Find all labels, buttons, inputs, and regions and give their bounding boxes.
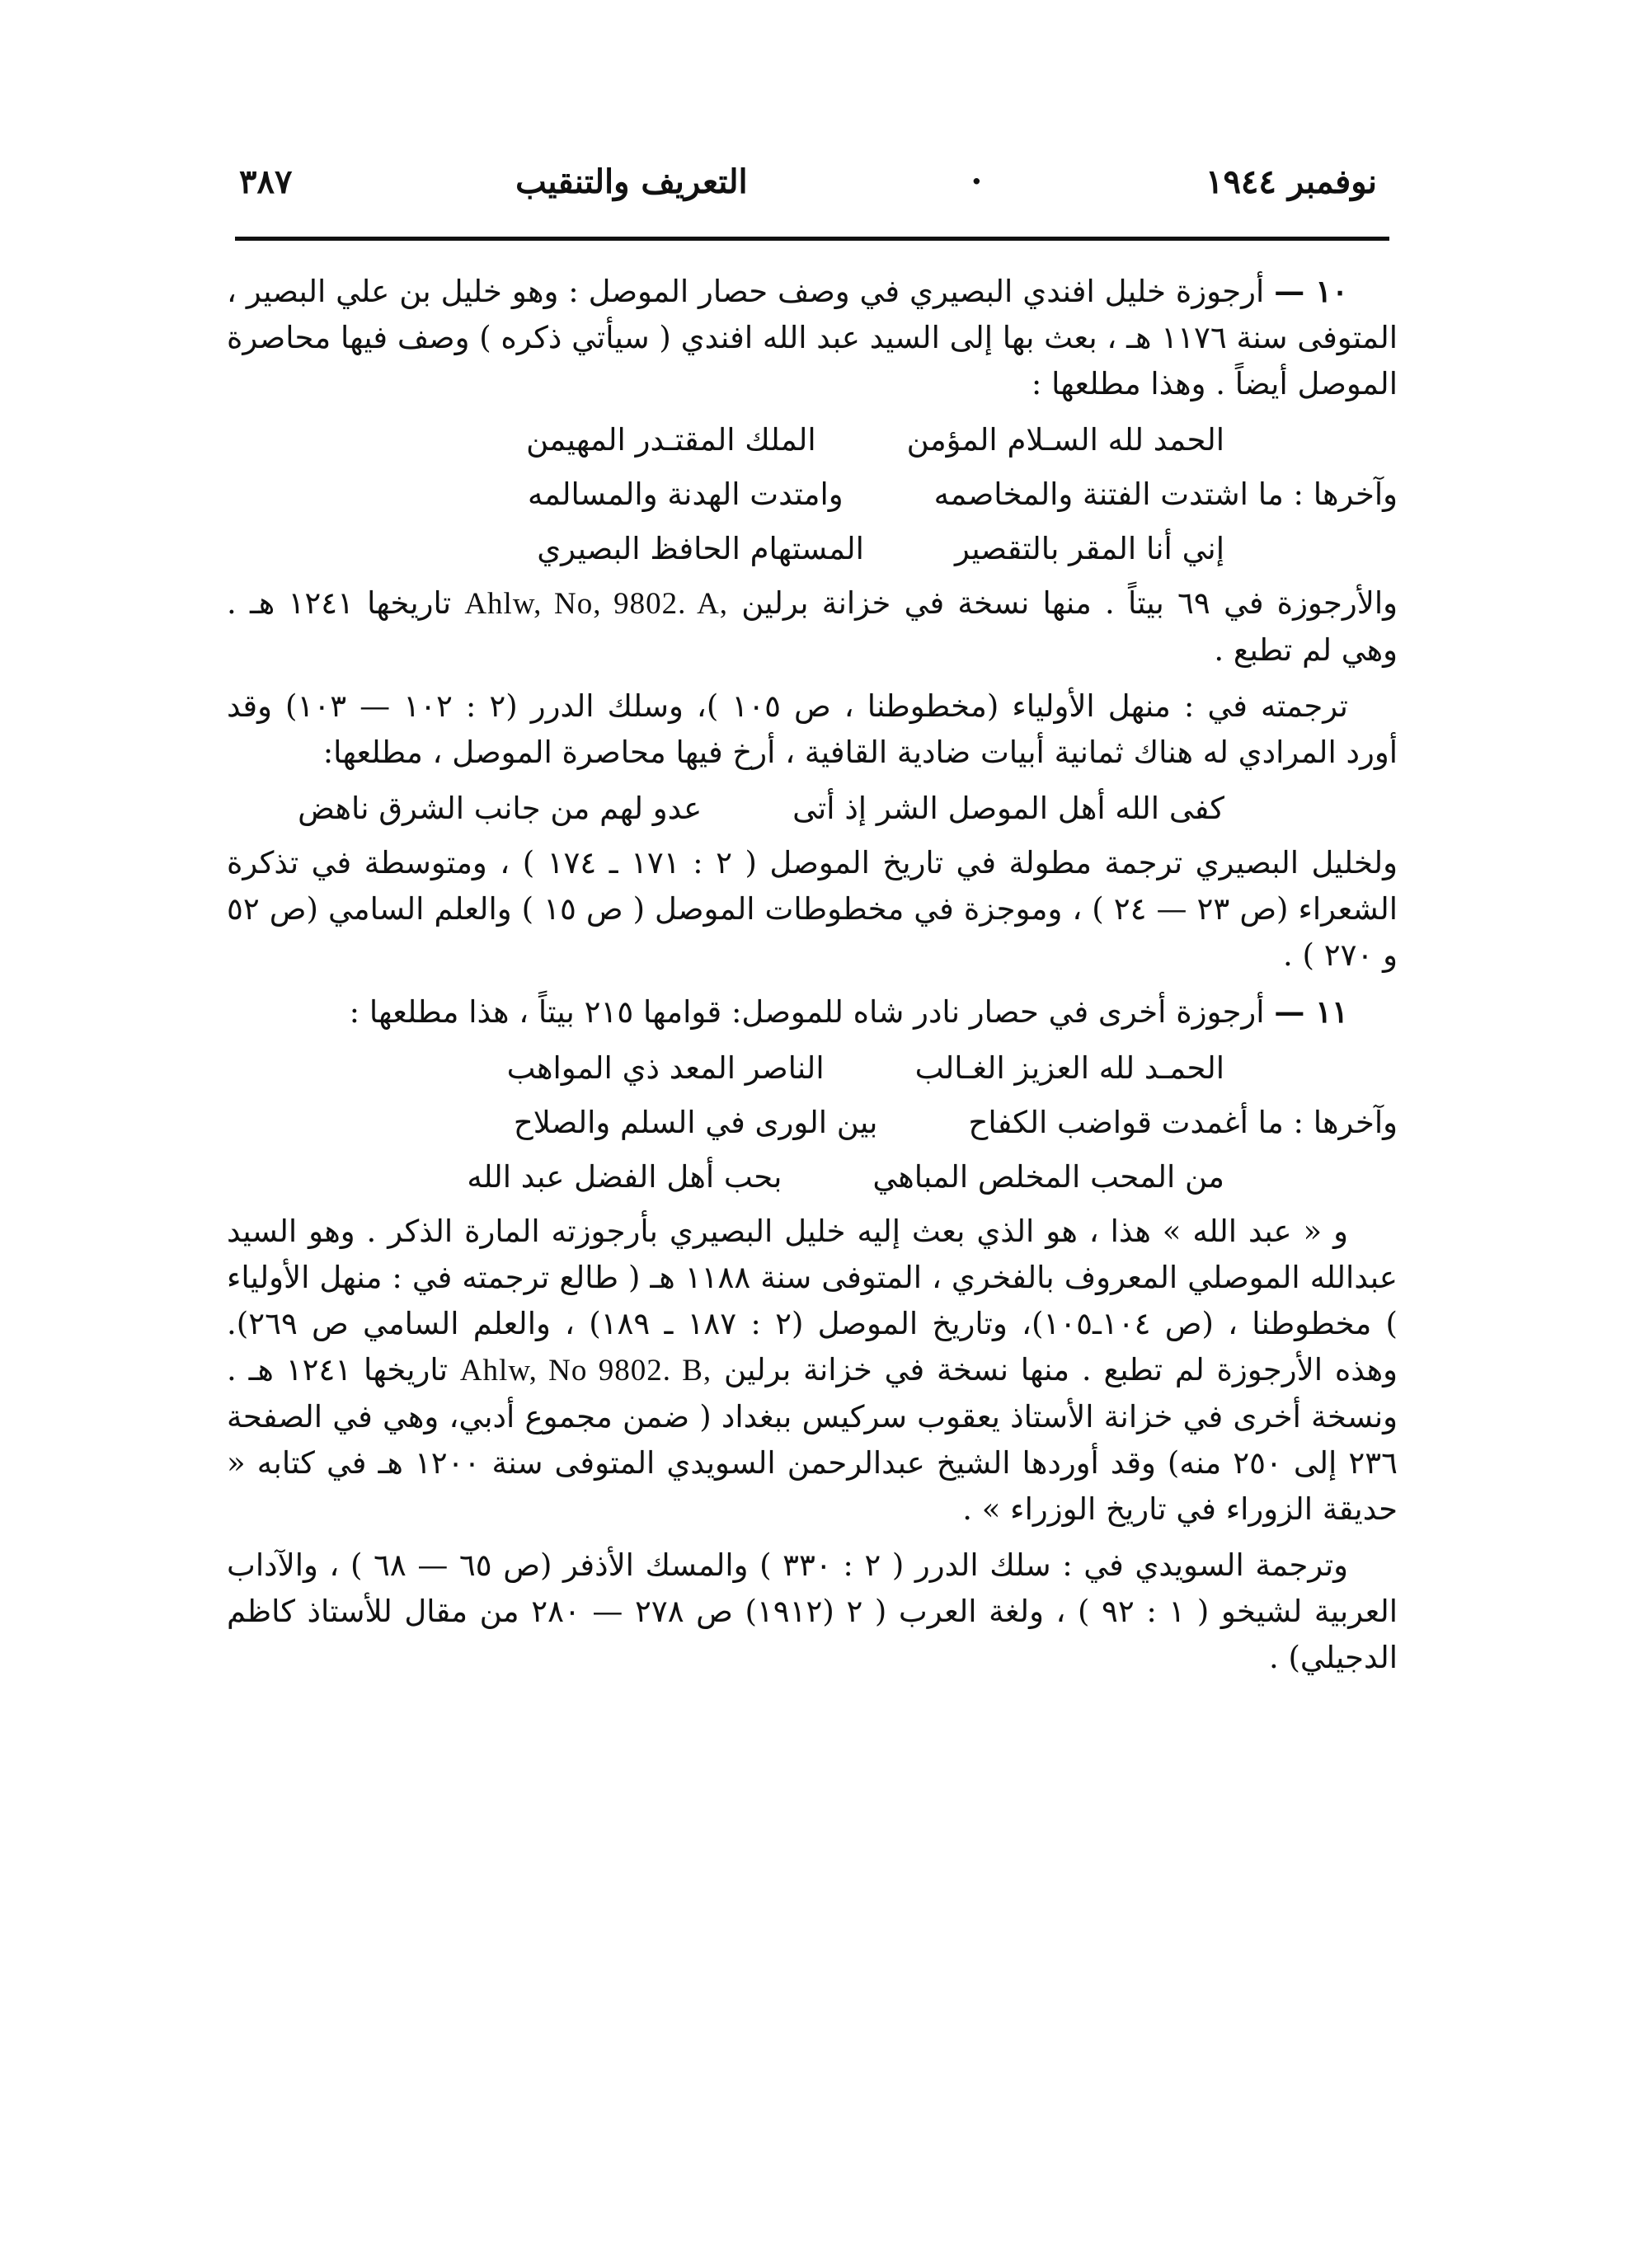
- item11-explanation-paragraph: [227, 1209, 1398, 1533]
- item11-manuscript-ref: Ahlw, No 9802. B,: [459, 1354, 712, 1388]
- header-page-number: ٣٨٧: [239, 162, 293, 201]
- item11-ending-label: وآخرها : ما أغمدت قواضب الكفاح: [968, 1105, 1398, 1140]
- item11-verse3-hemistich-a: من المحب المخلص المباهي: [872, 1159, 1224, 1195]
- item11-verse2-hemistich-b: بين الورى في السلم والصلاح: [513, 1105, 878, 1140]
- item10-verse-4: [227, 786, 1398, 832]
- item10-verse-1: [227, 417, 1398, 463]
- item10-verse2-hemistich-b: وامتدت الهدنة والمسالمه: [527, 477, 844, 512]
- item11-verse1-hemistich-b: الناصر المعد ذي المواهب: [506, 1050, 825, 1086]
- item11-verse-2: [227, 1100, 1398, 1146]
- item10-manuscript-before: والأرجوزة في ٦٩ بيتاً . منها نسخة في خزانة برلين: [741, 585, 1398, 621]
- header-date: نوفمبر ١٩٤٤: [1205, 162, 1377, 201]
- item10-ending-label: وآخرها : ما اشتدت الفتنة والمخاصمه: [933, 477, 1398, 512]
- item10-intro: أرجوزة خليل افندي البصيري في وصف حصار الموصل : وهو خليل بن علي البصير ، المتوفى سنة ١١٧٦ هـ ، بعث بها إلى السيد عبد الله افندي ( سيأتي ذكره ) وصف فيها محاصرة الموصل أيضاً . وهذا مطلعها :: [226, 274, 1398, 401]
- item10-verse3-hemistich-a: إني أنا المقر بالتقصير: [954, 531, 1224, 566]
- item10-intro-paragraph: [227, 268, 1398, 407]
- item11-verse-3: [227, 1154, 1398, 1200]
- item11-intro-paragraph: [227, 988, 1398, 1035]
- item11-number: ١١ —: [1274, 993, 1348, 1030]
- item10-verse-3: [227, 526, 1398, 572]
- item10-verse1-hemistich-b: الملك المقتـدر المهيمن: [526, 422, 816, 458]
- item10-verse3-hemistich-b: المستهام الحافظ البصيري: [537, 531, 864, 566]
- header-journal-title: التعريف والتنقيب: [515, 162, 748, 201]
- item11-explanation-after: تاريخها ١٢٤١ هـ . ونسخة أخرى في خزانة الأستاذ يعقوب سركيس ببغداد ( ضمن مجموع أدبي، وهي في الصفحة ٢٣٦ إلى ٢٥٠ منه) وقد أوردها الشيخ عبدالرحمن السويدي المتوفى سنة ١٢٠٠ هـ في كتابه « حديقة الزوراء في تاريخ الوزراء » .: [227, 1352, 1398, 1527]
- item11-verse3-hemistich-b: بحب أهل الفضل عبد الله: [467, 1159, 782, 1195]
- item10-verse4-hemistich-b: عدو لهم من جانب الشرق ناهض: [298, 791, 703, 826]
- item10-verse4-hemistich-a: كفى الله أهل الموصل الشر إذ أتى: [792, 791, 1224, 826]
- page-body: [227, 268, 1398, 1691]
- item11-suwaidi-paragraph: وترجمة السويدي في : سلك الدرر ( ٢ : ٣٣٠ ) والمسك الأذفر (ص ٦٥ — ٦٨ ) ، والآداب العربية لشيخو ( ١ : ٩٢ ) ، ولغة العرب ( ٢ (١٩١٢) ص ٢٧٨ — ٢٨٠ من مقال للأستاذ كاظم الدجيلي) .: [227, 1547, 1398, 1675]
- item10-number: ١٠ —: [1274, 273, 1349, 309]
- header-separator: ·: [970, 162, 983, 201]
- item10-verse-2: [227, 472, 1398, 518]
- page-header: [239, 144, 1377, 218]
- item10-manuscript-paragraph: [227, 580, 1398, 674]
- header-rule: [235, 237, 1389, 241]
- item11-intro: أرجوزة أخرى في حصار نادر شاه للموصل: قوامها ٢١٥ بيتاً ، هذا مطلعها :: [349, 994, 1265, 1030]
- item10-biography-paragraph: ترجمته في : منهل الأولياء (مخطوطنا ، ص ١٠٥ )، وسلك الدرر (٢ : ١٠٢ — ١٠٣) وقد أورد المرادي له هناك ثمانية أبيات ضادية القافية ، أرخ فيها محاصرة الموصل ، مطلعها:: [227, 688, 1398, 770]
- item10-closing-paragraph: ولخليل البصيري ترجمة مطولة في تاريخ الموصل ( ٢ : ١٧١ ـ ١٧٤ ) ، ومتوسطة في تذكرة الشعراء (ص ٢٣ — ٢٤ ) ، وموجزة في مخطوطات الموصل ( ص ١٥ ) والعلم السامي (ص ٥٢ و ٢٧٠ ) .: [227, 845, 1398, 973]
- item11-verse-1: [227, 1045, 1398, 1092]
- item11-explanation-before: و « عبد الله » هذا ، هو الذي بعث إليه خليل البصيري بأرجوزته المارة الذكر . وهو السيد عبدالله الموصلي المعروف بالفخري ، المتوفى سنة ١١٨٨ هـ ( طالع ترجمته في : منهل الأولياء ) مخطوطنا ، (ص ١٠٤ـ١٠٥)، وتاريخ الموصل (٢ : ١٨٧ ـ ١٨٩) ، والعلم السامي ص ٢٦٩). وهذه الأرجوزة لم تطبع . منها نسخة في خزانة برلين: [227, 1214, 1398, 1388]
- item11-verse1-hemistich-a: الحمـد لله العزيز الغـالب: [914, 1050, 1224, 1086]
- item10-manuscript-ref: Ahlw, No, 9802. A,: [464, 587, 729, 621]
- item10-verse1-hemistich-a: الحمد لله السـلام المؤمن: [906, 422, 1224, 458]
- item10-manuscript-after: تاريخها ١٢٤١ هـ . وهي لم تطبع .: [227, 585, 1398, 668]
